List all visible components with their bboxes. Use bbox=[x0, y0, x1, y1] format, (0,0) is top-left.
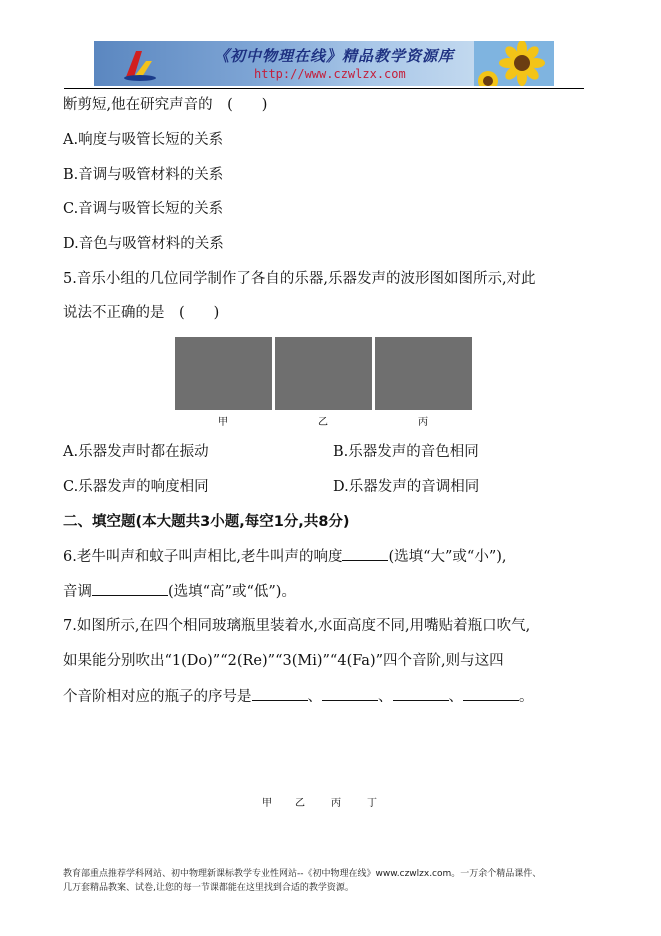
q6-text-part3: 音调 bbox=[63, 584, 92, 600]
bottle-label-jia: 甲 bbox=[262, 798, 272, 809]
q7-text-start: 个音阶相对应的瓶子的序号是 bbox=[63, 689, 252, 705]
q5-stem-line2: 说法不正确的是 ( ) bbox=[63, 305, 220, 321]
waveform-figure bbox=[175, 337, 473, 429]
q5-option-a: A.乐器发声时都在振动 bbox=[63, 444, 209, 460]
q5-option-b: B.乐器发声的音色相同 bbox=[333, 444, 479, 460]
wave-label-yi: 乙 bbox=[318, 417, 328, 428]
q6-blank-1[interactable] bbox=[342, 546, 388, 561]
q6-text-part1: 6.老牛叫声和蚊子叫声相比,老牛叫声的响度 bbox=[63, 549, 343, 565]
q6-text-part4: (选填“高”或“低”)。 bbox=[168, 584, 296, 600]
footer-line2: 几万套精品教案、试卷,让您的每一节课都能在这里找到合适的教学资源。 bbox=[63, 883, 354, 893]
q7-blank-4[interactable] bbox=[463, 686, 519, 701]
site-logo-icon bbox=[120, 47, 160, 81]
q4-option-c: C.音调与吸管长短的关系 bbox=[63, 201, 224, 217]
q7-blank-1[interactable] bbox=[252, 686, 308, 701]
q5-option-c: C.乐器发声的响度相同 bbox=[63, 479, 209, 495]
site-title: 《初中物理在线》精品教学资源库 bbox=[214, 47, 455, 65]
q7-separator: 、 bbox=[448, 689, 463, 705]
q6-line2 bbox=[63, 581, 296, 602]
q6-blank-2[interactable] bbox=[92, 581, 168, 596]
header-rule bbox=[64, 88, 584, 89]
waveform-panel-bing bbox=[375, 337, 472, 410]
wave-label-jia: 甲 bbox=[218, 417, 228, 428]
q7-line2: 如果能分别吹出“1(Do)”“2(Re)”“3(Mi)”“4(Fa)”四个音阶,则与这四 bbox=[63, 653, 504, 669]
q7-blank-2[interactable] bbox=[322, 686, 378, 701]
bottle-label-ding: 丁 bbox=[367, 798, 377, 809]
bottle-label-yi: 乙 bbox=[295, 798, 305, 809]
q7-separator: 、 bbox=[307, 689, 322, 705]
q5-option-d: D.乐器发声的音调相同 bbox=[333, 479, 480, 495]
q7-end-mark: 。 bbox=[519, 689, 534, 705]
q5-stem-line1: 5.音乐小组的几位同学制作了各自的乐器,乐器发声的波形图如图所示,对此 bbox=[63, 271, 536, 287]
q4-option-d: D.音色与吸管材料的关系 bbox=[63, 236, 224, 252]
q7-line3 bbox=[63, 686, 534, 707]
q4-option-a: A.响度与吸管长短的关系 bbox=[63, 132, 224, 148]
bottle-figure bbox=[250, 718, 390, 810]
waveform-panel-yi bbox=[275, 337, 372, 410]
q7-line1: 7.如图所示,在四个相同玻璃瓶里装着水,水面高度不同,用嘴贴着瓶口吹气, bbox=[63, 618, 531, 634]
q7-blank-3[interactable] bbox=[393, 686, 449, 701]
bottle-label-bing: 丙 bbox=[331, 798, 341, 809]
q4-option-b: B.音调与吸管材料的关系 bbox=[63, 167, 224, 183]
intro-line: 断剪短,他在研究声音的 ( ) bbox=[63, 97, 268, 113]
footer-line1: 教育部重点推荐学科网站、初中物理新课标教学专业性网站--《初中物理在线》www.czwlzx.com。一万余个精品课件、 bbox=[63, 869, 542, 879]
header-banner bbox=[94, 41, 554, 86]
waveform-panel-jia bbox=[175, 337, 272, 410]
site-url: http://www.czwlzx.com bbox=[254, 67, 406, 81]
section-heading-fill-blank: 二、填空题(本大题共3小题,每空1分,共8分) bbox=[63, 514, 350, 530]
q6-line1 bbox=[63, 546, 507, 567]
wave-label-bing: 丙 bbox=[418, 417, 428, 428]
q7-separator: 、 bbox=[378, 689, 393, 705]
q6-text-part2: (选填“大”或“小”), bbox=[388, 549, 507, 565]
sunflower-icon bbox=[474, 41, 554, 86]
